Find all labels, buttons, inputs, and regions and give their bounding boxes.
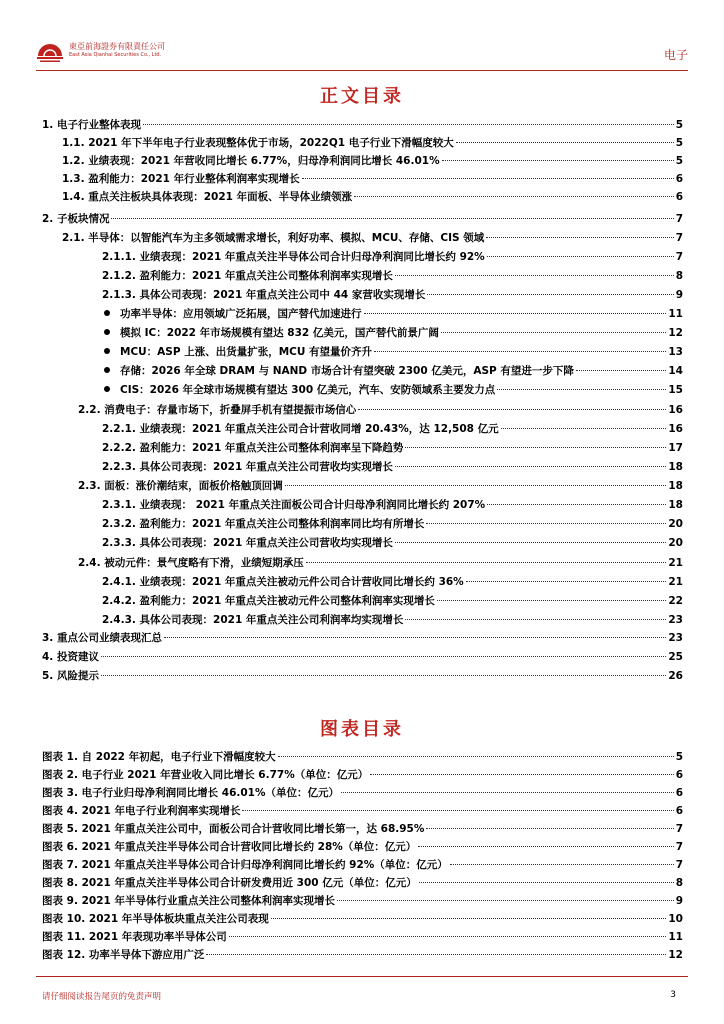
leader-dots (111, 218, 673, 219)
figure-entry-page: 8 (675, 877, 683, 889)
leader-dots (497, 389, 666, 390)
toc-title: 正文目录 (320, 86, 404, 107)
toc-entry[interactable] (102, 268, 683, 286)
figure-entry[interactable] (42, 911, 683, 929)
header-rule (36, 70, 688, 71)
figure-entry[interactable] (42, 767, 683, 785)
page-number: 3 (670, 990, 676, 1000)
toc-entry-label: 3. 重点公司业绩表现汇总 (42, 632, 162, 644)
toc-entry-page: 20 (668, 518, 683, 530)
toc-entry-page: 13 (668, 346, 683, 358)
toc-entry-label: 4. 投资建议 (42, 651, 99, 663)
leader-dots (229, 936, 667, 937)
toc-entry[interactable] (102, 440, 683, 458)
toc-entry-label: 2.2.2. 盈利能力：2021 年重点关注公司整体利润率呈下降趋势 (102, 442, 404, 454)
figure-entry[interactable] (42, 749, 683, 767)
toc-entry[interactable] (62, 171, 683, 189)
leader-dots (364, 313, 667, 314)
toc-entry[interactable] (42, 630, 683, 648)
figure-entry-label: 图表 5. 2021 年重点关注公司中，面板公司合计营收同比增长第一，达 68.95% (42, 823, 425, 835)
figure-entry-page: 11 (668, 931, 683, 943)
toc-entry[interactable] (102, 497, 683, 515)
figure-entry-label: 图表 10. 2021 年半导体板块重点关注公司表现 (42, 913, 269, 925)
toc-entry-page: 18 (668, 461, 683, 473)
toc-entry-page: 16 (668, 404, 683, 416)
toc-entry[interactable] (102, 535, 683, 553)
toc-entry-label: 存储：2026 年全球 DRAM 与 NAND 市场合计有望突破 2300 亿美元，ASP 有望进一步下降 (120, 365, 574, 377)
toc-entry-page: 8 (675, 270, 683, 282)
figure-entry-label: 图表 2. 电子行业 2021 年营业收入同比增长 6.77%（单位：亿元） (42, 769, 369, 781)
toc-entry-page: 6 (675, 173, 683, 185)
toc-entry-page: 23 (668, 632, 683, 644)
leader-dots (302, 178, 674, 179)
toc-entry-page: 5 (675, 137, 683, 149)
leader-dots (242, 810, 673, 811)
leader-dots (426, 523, 666, 524)
leader-dots (419, 882, 674, 883)
toc-entry-label: 2.2.1. 业绩表现：2021 年重点关注公司合计营收同增 20.43%，达 12,508 亿元 (102, 423, 499, 435)
toc-entry-label: MCU：ASP 上涨、出货量扩张，MCU 有望量价齐升 (120, 346, 373, 358)
toc-entry[interactable] (104, 363, 683, 381)
leader-dots (101, 656, 666, 657)
toc-entry[interactable] (104, 306, 683, 324)
leader-dots (337, 900, 674, 901)
toc-entry[interactable] (62, 135, 683, 153)
toc-entry-page: 17 (668, 442, 683, 454)
leader-dots (487, 504, 666, 505)
toc-entry-page: 11 (668, 308, 683, 320)
toc-entry-page: 26 (668, 670, 683, 682)
figure-entry-label: 图表 9. 2021 年半导体行业重点关注公司整体利润率实现增长 (42, 895, 335, 907)
toc-entry-label: 5. 风险提示 (42, 670, 99, 682)
company-logo (36, 36, 176, 66)
toc-entry-page: 25 (668, 651, 683, 663)
figure-entry[interactable] (42, 857, 683, 875)
bullet-icon (104, 329, 110, 335)
figure-entry-label: 图表 4. 2021 年电子行业利润率实现增长 (42, 805, 241, 817)
leader-dots (358, 409, 666, 410)
toc-entry-label: 2.3. 面板：涨价潮结束，面板价格触顶回调 (78, 480, 283, 492)
bullet-icon (104, 386, 110, 392)
toc-entry-page: 21 (668, 576, 683, 588)
page-header (36, 36, 688, 70)
figure-entry[interactable] (42, 821, 683, 839)
leader-dots (405, 619, 666, 620)
toc-entry-page: 7 (675, 213, 683, 225)
toc-entry-label: 1.4. 重点关注板块具体表现：2021 年面板、半导体业绩领涨 (62, 191, 353, 203)
toc-entry-page: 12 (668, 327, 683, 339)
leader-dots (206, 954, 666, 955)
disclaimer-note: 请仔细阅读报告尾页的免责声明 (42, 992, 162, 1002)
figure-entry[interactable] (42, 803, 683, 821)
toc-entry-label: 2. 子板块情况 (42, 213, 110, 225)
toc-entry-label: 2.4.1. 业绩表现：2021 年重点关注被动元件公司合计营收同比增长约 36% (102, 576, 464, 588)
figure-entry-page: 9 (675, 895, 683, 907)
figure-entry[interactable] (42, 839, 683, 857)
toc-entry-label: 2.4. 被动元件：景气度略有下滑，业绩短期承压 (78, 557, 304, 569)
figures-title: 图表目录 (320, 719, 404, 740)
figure-entry-page: 7 (675, 859, 683, 871)
toc-entry-page: 7 (675, 251, 683, 263)
leader-dots (278, 756, 674, 757)
leader-dots (370, 774, 673, 775)
toc-entry[interactable] (102, 612, 683, 630)
toc-entry-page: 9 (675, 289, 683, 301)
figure-entry-page: 6 (675, 787, 683, 799)
leader-dots (306, 562, 667, 563)
toc-entry-page: 22 (668, 595, 683, 607)
leader-dots (164, 637, 666, 638)
toc-entry[interactable] (62, 153, 683, 171)
toc-entry-label: 2.2.3. 具体公司表现：2021 年重点关注公司营收均实现增长 (102, 461, 393, 473)
toc-entry-page: 23 (668, 614, 683, 626)
toc-entry-page: 18 (668, 480, 683, 492)
toc-entry[interactable] (42, 649, 683, 667)
leader-dots (576, 370, 667, 371)
toc-entry-page: 15 (668, 384, 683, 396)
leader-dots (418, 846, 673, 847)
leader-dots (395, 542, 666, 543)
toc-entry-label: 1. 电子行业整体表现 (42, 119, 141, 131)
toc-entry-label: 功率半导体：应用领域广泛拓展，国产替代加速进行 (120, 308, 362, 320)
leader-dots (456, 142, 674, 143)
toc-entry[interactable] (104, 344, 683, 362)
toc-entry-label: 2.1.2. 盈利能力：2021 年重点关注公司整体利润率实现增长 (102, 270, 393, 282)
toc-entry[interactable] (102, 574, 683, 592)
toc-entry-label: 1.3. 盈利能力：2021 年行业整体利润率实现增长 (62, 173, 300, 185)
figure-entry[interactable] (42, 947, 683, 965)
toc-entry-page: 5 (675, 119, 683, 131)
figure-entry-label: 图表 12. 功率半导体下游应用广泛 (42, 949, 205, 961)
toc-entry-label: 1.2. 业绩表现：2021 年营收同比增长 6.77%，归母净利润同比增长 46.01% (62, 155, 440, 167)
toc-entry-label: 1.1. 2021 年下半年电子行业表现整体优于市场，2022Q1 电子行业下滑幅度较大 (62, 137, 454, 149)
leader-dots (466, 581, 667, 582)
toc-entry[interactable] (42, 668, 683, 686)
toc-entry[interactable] (78, 555, 683, 573)
toc-entry[interactable] (104, 325, 683, 343)
toc-entry-label: 2.1. 半导体：以智能汽车为主多领域需求增长，利好功率、模拟、MCU、存储、CIS 领域 (62, 232, 485, 244)
bullet-icon (104, 348, 110, 354)
toc-entry[interactable] (102, 287, 683, 305)
leader-dots (450, 864, 674, 865)
leader-dots (143, 124, 674, 125)
figure-entry-label: 图表 11. 2021 年表现功率半导体公司 (42, 931, 227, 943)
toc-entry-label: 2.4.2. 盈利能力：2021 年重点关注被动元件公司整体利润率实现增长 (102, 595, 435, 607)
figure-entry-label: 图表 1. 自 2022 年初起，电子行业下滑幅度较大 (42, 751, 276, 763)
toc-entry[interactable] (102, 459, 683, 477)
figure-entry-label: 图表 7. 2021 年重点关注半导体公司合计归母净利润同比增长约 92%（单位：亿元） (42, 859, 448, 871)
figure-entry[interactable] (42, 785, 683, 803)
leader-dots (426, 828, 673, 829)
toc-entry[interactable] (102, 593, 683, 611)
toc-entry-page: 7 (675, 232, 683, 244)
leader-dots (441, 332, 667, 333)
toc-entry[interactable] (102, 516, 683, 534)
figure-entry-label: 图表 3. 电子行业归母净利润同比增长 46.01%（单位：亿元） (42, 787, 339, 799)
figure-entry[interactable] (42, 875, 683, 893)
leader-dots (285, 485, 667, 486)
toc-entry[interactable] (102, 249, 683, 267)
footer-rule (36, 976, 688, 977)
leader-dots (271, 918, 667, 919)
leader-dots (486, 237, 673, 238)
toc-entry[interactable] (62, 189, 683, 207)
toc-entry-page: 16 (668, 423, 683, 435)
bullet-icon (104, 367, 110, 373)
toc-entry-label: 2.3.1. 业绩表现： 2021 年重点关注面板公司合计归母净利润同比增长约 207% (102, 499, 486, 511)
toc-entry[interactable] (42, 117, 683, 135)
bullet-icon (104, 310, 110, 316)
toc-entry-page: 18 (668, 499, 683, 511)
figure-entry-label: 图表 6. 2021 年重点关注半导体公司合计营收同比增长约 28%（单位：亿元） (42, 841, 417, 853)
toc-entry-label: CIS：2026 年全球市场规模有望达 300 亿美元，汽车、安防领域系主要发力点 (120, 384, 496, 396)
leader-dots (437, 600, 666, 601)
leader-dots (405, 447, 666, 448)
toc-entry-label: 2.4.3. 具体公司表现：2021 年重点关注公司利润率均实现增长 (102, 614, 404, 626)
toc-entry-page: 14 (668, 365, 683, 377)
toc-entry[interactable] (42, 211, 683, 229)
leader-dots (427, 294, 673, 295)
figure-entry-page: 6 (675, 805, 683, 817)
toc-entry-page: 20 (668, 537, 683, 549)
figure-entry-page: 7 (675, 823, 683, 835)
toc-entry-label: 2.1.3. 具体公司表现：2021 年重点关注公司中 44 家营收实现增长 (102, 289, 426, 301)
toc-entry-label: 2.3.2. 盈利能力：2021 年重点关注公司整体利润率同比均有所增长 (102, 518, 425, 530)
toc-entry-label: 2.2. 消费电子：存量市场下，折叠屏手机有望提振市场信心 (78, 404, 357, 416)
toc-entry[interactable] (102, 421, 683, 439)
toc-entry-label: 2.1.1. 业绩表现：2021 年重点关注半导体公司合计归母净利润同比增长约 92% (102, 251, 485, 263)
leader-dots (395, 275, 674, 276)
figure-entry-page: 5 (675, 751, 683, 763)
toc-entry[interactable] (104, 382, 683, 400)
toc-entry[interactable] (62, 230, 683, 248)
toc-entry-label: 2.3.3. 具体公司表现：2021 年重点关注公司营收均实现增长 (102, 537, 393, 549)
company-name-en: East Asia Qianhai Securities Co., Ltd. (69, 52, 162, 58)
company-name-cn: 東亞前海證券有限責任公司 (69, 42, 165, 51)
leader-dots (395, 466, 666, 467)
figure-entry-label: 图表 8. 2021 年重点关注半导体公司合计研发费用近 300 亿元（单位：亿元） (42, 877, 417, 889)
figure-entry-page: 7 (675, 841, 683, 853)
figure-entry-page: 6 (675, 769, 683, 781)
sector-label: 电子 (663, 48, 688, 62)
toc-entry[interactable] (78, 402, 683, 420)
leader-dots (501, 428, 667, 429)
leader-dots (341, 792, 674, 793)
leader-dots (442, 160, 674, 161)
toc-entry-page: 6 (675, 191, 683, 203)
toc-entry-page: 21 (668, 557, 683, 569)
company-logo-icon (36, 38, 64, 64)
leader-dots (487, 256, 674, 257)
figure-entry-page: 10 (668, 913, 683, 925)
toc-entry-page: 5 (675, 155, 683, 167)
figure-entry[interactable] (42, 929, 683, 947)
leader-dots (101, 675, 666, 676)
toc-entry-label: 模拟 IC：2022 年市场规模有望达 832 亿美元，国产替代前景广阔 (120, 327, 439, 339)
leader-dots (354, 196, 674, 197)
toc-entry[interactable] (78, 478, 683, 496)
figure-entry-page: 12 (668, 949, 683, 961)
figure-entry[interactable] (42, 893, 683, 911)
leader-dots (374, 351, 666, 352)
